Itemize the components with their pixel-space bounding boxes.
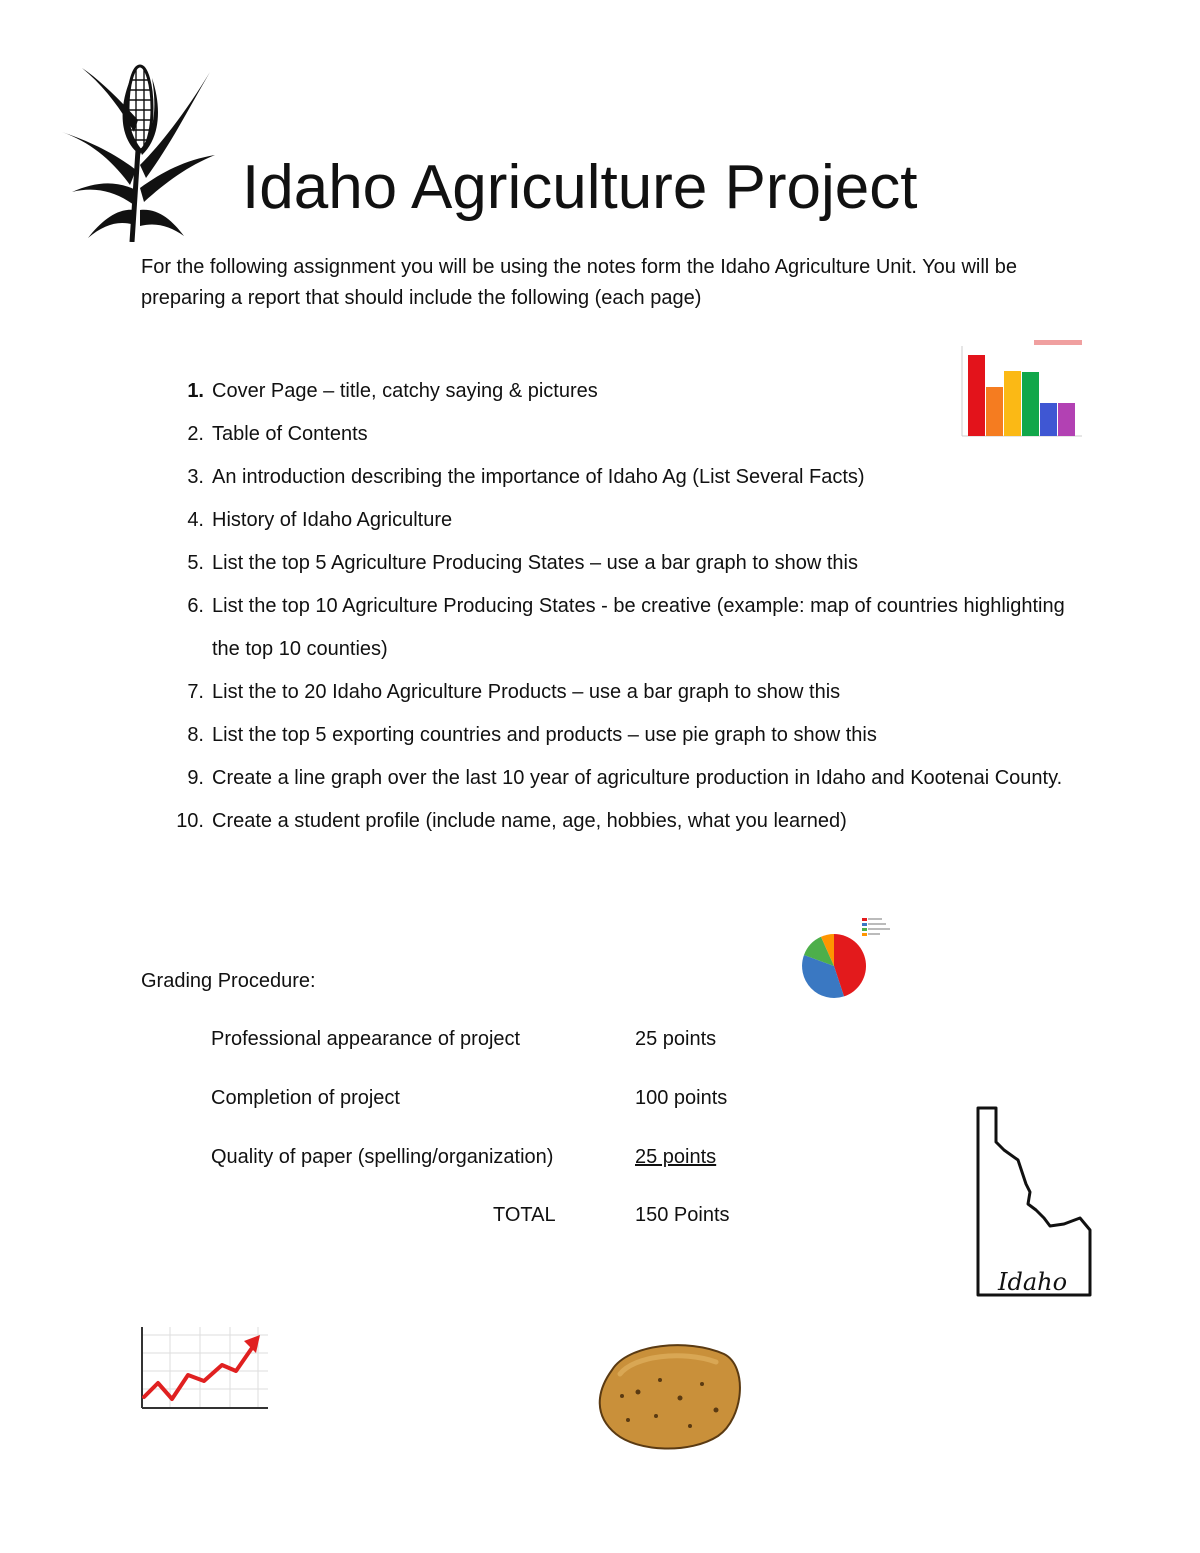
list-text: An introduction describing the importance of Idaho Ag (List Several Facts) <box>212 466 865 488</box>
grading-label: Quality of paper (spelling/organization) <box>211 1146 554 1168</box>
list-number: 8. <box>187 724 204 746</box>
grading-points: 25 points <box>635 1028 717 1050</box>
list-item <box>170 542 1070 585</box>
list-item <box>170 456 1070 499</box>
list-text: List the top 5 exporting countries and products – use pie graph to show this <box>212 724 877 746</box>
grading-label: Professional appearance of project <box>211 1028 521 1050</box>
list-number: 6. <box>187 595 204 617</box>
list-text: List the top 10 Agriculture Producing States - be creative (example: map of countries highlighting the top 10 counties) <box>212 595 1065 660</box>
page-title: Idaho Agriculture Project <box>242 153 918 222</box>
corn-stalk-image <box>60 60 220 242</box>
list-text: Table of Contents <box>212 423 368 445</box>
intro-paragraph: For the following assignment you will be using the notes form the Idaho Agriculture Unit. You will be preparing a report that should include the following (each page) <box>141 256 1018 309</box>
list-item <box>170 800 1070 843</box>
requirements-list <box>170 370 1070 843</box>
pie-chart-image <box>798 912 898 1002</box>
list-text: List the to 20 Idaho Agriculture Products – use a bar graph to show this <box>212 681 841 703</box>
list-item <box>170 499 1070 542</box>
potato-image <box>598 1340 744 1452</box>
list-number: 10. <box>176 810 204 832</box>
idaho-map-label: Idaho <box>998 1268 1068 1296</box>
grading-label: Completion of project <box>211 1087 400 1109</box>
list-item <box>170 413 1070 456</box>
grading-heading: Grading Procedure: <box>141 970 316 992</box>
list-number: 2. <box>187 423 204 445</box>
list-item <box>170 671 1070 714</box>
list-item <box>170 370 1070 413</box>
list-text: Create a student profile (include name, age, hobbies, what you learned) <box>212 810 847 832</box>
list-number: 9. <box>187 767 204 789</box>
list-item <box>170 714 1070 757</box>
total-label: TOTAL <box>493 1204 556 1226</box>
list-text: List the top 5 Agriculture Producing States – use a bar graph to show this <box>212 552 858 574</box>
list-number: 7. <box>187 681 204 703</box>
list-number: 5. <box>187 552 204 574</box>
grading-points: 25 points <box>635 1146 717 1168</box>
list-item <box>170 585 1070 671</box>
idaho-map-image <box>970 1100 1100 1305</box>
grading-points: 100 points <box>635 1087 728 1109</box>
list-item <box>170 757 1070 800</box>
list-text: History of Idaho Agriculture <box>212 509 453 531</box>
total-points: 150 Points <box>635 1204 730 1226</box>
line-chart-image <box>140 1325 270 1411</box>
list-number: 1. <box>187 380 204 402</box>
list-number: 4. <box>187 509 204 531</box>
list-number: 3. <box>187 466 204 488</box>
list-text: Create a line graph over the last 10 year of agriculture production in Idaho and Kootenai County. <box>212 767 1063 789</box>
list-text: Cover Page – title, catchy saying & pictures <box>212 380 598 402</box>
